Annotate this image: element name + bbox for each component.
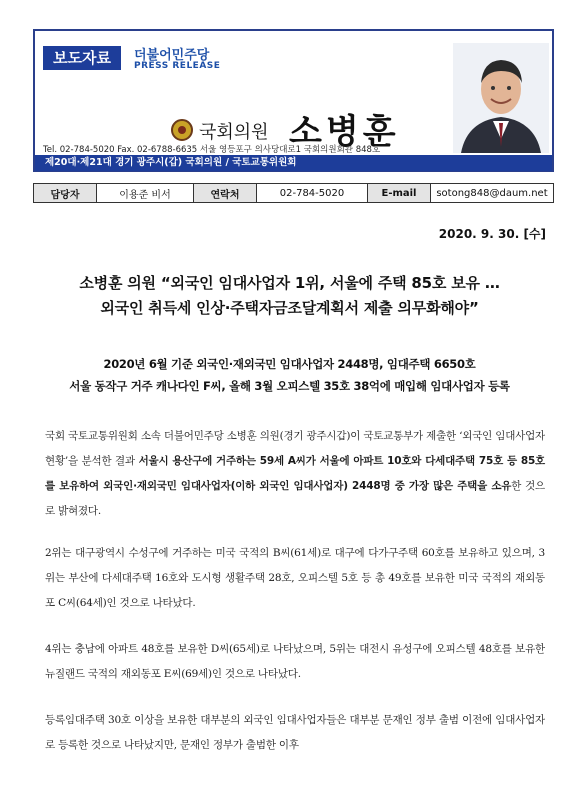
press-header xyxy=(33,29,554,172)
paragraph-1-end: 한 것으로 밝혀졌다. xyxy=(45,480,545,517)
title-prefix: 국회의원 xyxy=(199,122,269,143)
paragraph-1-intro: 국회 국토교통위원회 소속 더불어민주당 소병훈 의원(경기 광주시갑)이 국토교통부가 제출한 ‘외국인 임대사업자 현황’을 분석한 결과 xyxy=(45,430,545,467)
paragraph-2: 2위는 대구광역시 수성구에 거주하는 미국 국적의 B씨(61세)로 대구에 다가구주택 60호를 보유하고 있으며, 3위는 부산에 다세대주택 16호와 도시형 생활주택 28호, 오피스텔 5호 등 총 49호를 보유한 미국 국적의 재외동포 C씨(64세)인 것으로 나타났다. xyxy=(45,547,545,609)
press-release-label: PRESS RELEASE xyxy=(134,61,221,71)
manager-label: 담당자 xyxy=(34,184,97,203)
paragraph-3: 4위는 충남에 아파트 48호를 보유한 D씨(65세)로 나타났으며, 5위는 대전시 유성구에 오피스텔 48호를 보유한 뉴질랜드 국적의 재외동포 E씨(69세)인 것으로 나타났다. xyxy=(45,643,545,680)
lawmaker-name: 소병훈 xyxy=(289,112,400,152)
subheadline-line-2: 서울 동작구 거주 캐나다인 F씨, 올해 3월 오피스텔 35호 38억에 매입해 임대사업자 등록 xyxy=(69,379,510,393)
email-value: sotong848@daum.net xyxy=(431,184,554,203)
national-assembly-emblem-icon xyxy=(171,119,193,141)
email-label: E-mail xyxy=(368,184,431,203)
lawmaker-portrait xyxy=(453,43,549,153)
district-committee-bar: 제20대·제21대 경기 광주시(갑) 국회의원 / 국토교통위원회 xyxy=(35,155,445,171)
press-release-badge: 보도자료 xyxy=(43,46,121,70)
manager-value: 이용준 비서 xyxy=(97,184,194,203)
release-date: 2020. 9. 30. [수] xyxy=(438,227,546,241)
contact-table xyxy=(33,183,554,203)
phone-value: 02-784-5020 xyxy=(257,184,368,203)
phone-label: 연락처 xyxy=(194,184,257,203)
paragraph-1 xyxy=(45,424,545,524)
paragraph-1-highlight: 서울시 용산구에 거주하는 59세 A씨가 서울에 아파트 10호와 다세대주택 75호 등 85호를 보유하여 외국인·재외국민 임대사업자(이하 외국인 임대사업자) 2448명 중 가장 많은 주택을 소유 xyxy=(45,455,545,492)
blue-bar-extension xyxy=(445,155,552,171)
paragraph-4: 등록임대주택 30호 이상을 보유한 대부분의 외국인 임대사업자들은 대부분 문재인 정부 출범 이전에 임대사업자로 등록한 것으로 나타났지만, 문재인 정부가 출범한 이후 xyxy=(45,714,545,751)
headline-line-2: 외국인 취득세 인상·주택자금조달계획서 제출 의무화해야” xyxy=(100,299,479,317)
subheadline-line-1: 2020년 6월 기준 외국인·재외국민 임대사업자 2448명, 임대주택 6650호 xyxy=(103,357,476,371)
party-name: 더불어민주당 xyxy=(134,48,210,63)
office-contact-line: Tel. 02-784-5020 Fax. 02-6788-6635 서울 영등포구 의사당대로1 국회의원회관 848호 xyxy=(43,145,381,155)
headline-line-1: 소병훈 의원 “외국인 임대사업자 1위, 서울에 주택 85호 보유 … xyxy=(79,274,500,292)
